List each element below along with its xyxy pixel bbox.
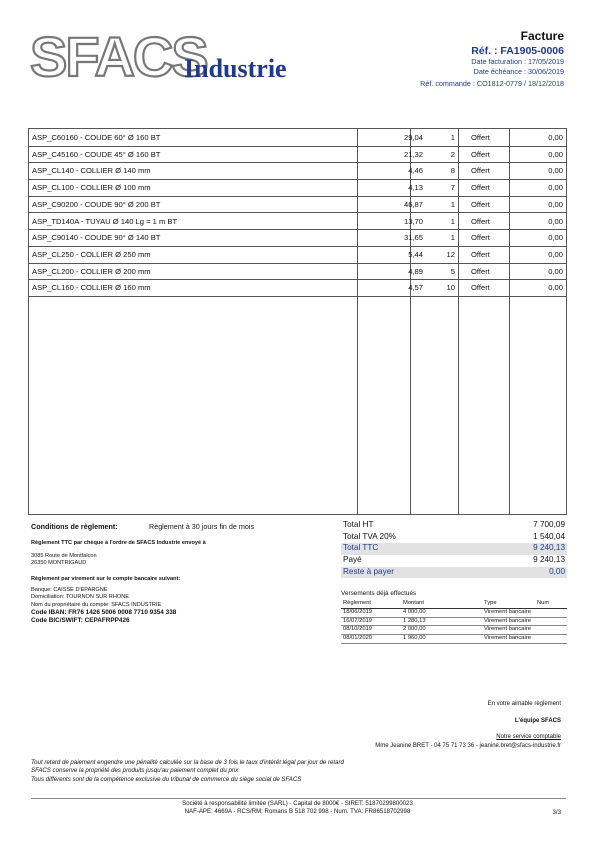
order-ref: Réf. commande : CO1812-0779 / 18/12/2018 [420,79,564,88]
item-total: 0,00 [548,216,563,226]
bank-block [31,576,180,625]
item-quantity: 1 [450,216,455,226]
header-cell: Num [537,600,550,606]
table-row [29,213,566,231]
item-unit-price: 4,46 [408,166,423,176]
payment-row [341,635,567,644]
total-ht-label: Total HT [343,520,374,529]
item-unit-price: 13,70 [403,216,423,226]
item-unit-price: 31,65 [403,233,423,243]
item-unit-price: 4,13 [408,183,423,193]
table-row [29,146,566,164]
table-row [29,246,566,264]
header-cell: Type [484,600,497,606]
item-total: 0,00 [548,133,563,142]
cheque-title: Règlement TTC par chèque à l'ordre de SFACS Industrie envoyé à [31,540,206,546]
payment-cell: Virement bancaire [484,635,531,642]
item-unit-price: 4,57 [408,283,423,293]
payment-cell: 4 000,00 [403,608,426,615]
item-discount: Offert [471,233,490,243]
reste-label: Reste à payer [343,566,394,576]
virement-title: Règlement par virement sur le compte bancaire suivant: [31,576,181,582]
payment-cell: 08/10/2019 [343,626,373,633]
item-discount: Offert [471,183,490,193]
total-ht-value: 7 700,09 [533,520,565,529]
table-row [29,179,566,197]
payment-row [341,618,567,627]
item-total: 0,00 [548,166,563,176]
item-description: ASP_CL200 - COLLIER Ø 200 mm [32,266,151,276]
item-quantity: 5 [450,266,455,276]
payment-cell: Virement bancaire [484,626,531,633]
logo-industrie-text: Industrie [184,54,287,83]
item-discount: Offert [471,199,490,209]
table-row [29,196,566,214]
item-discount: Offert [471,249,490,259]
address-line: 26350 MONTRIGAUD [31,560,87,567]
table-row [29,129,566,147]
paye-row [341,555,567,567]
legal-line: Tous différents sont de la compétence exclusive du tribunal de commerce du siège social de SFACS [31,775,302,783]
payments-header [341,600,567,609]
item-description: ASP_C45160 - COUDE 45° Ø 160 BT [32,149,161,159]
payment-cell: Virement bancaire [484,617,531,624]
company-logo [28,26,328,96]
item-quantity: 1 [450,133,455,142]
footer-line: Société à responsabilité limitée (SARL) - Capital de 8000€ - SIRET: 51870299800023 [182,800,413,807]
account-owner: Nom du propriétaire du compte: SFACS INDUSTRIE [31,601,162,608]
item-total: 0,00 [548,199,563,209]
item-unit-price: 46,87 [403,199,423,209]
item-total: 0,00 [548,183,563,193]
payment-conditions [31,522,254,531]
item-total: 0,00 [548,249,563,259]
legal-line: Tout retard de paiement engendre une pénalité calculée sur la base de 3 fois le taux d'intérêt légal par jour de retard [31,759,344,766]
total-ht-row [341,520,567,532]
item-unit-price: 21,32 [403,149,423,159]
due-date: Date échéance : 30/06/2019 [473,66,564,76]
team-name: L'équipe SFACS [514,718,561,724]
item-discount: Offert [471,133,490,142]
legal-line: SFACS conserve la propriété des produits jusqu'au paiement complet du prix [31,767,239,775]
total-ttc-label: Total TTC [343,543,379,553]
footer-line: NAF-APE: 4669A - RCS/RM: Romans B 518 702 998 - Num. TVA: FR86518702998 [184,808,411,816]
payment-cell: Virement bancaire [484,608,531,615]
item-quantity: 1 [450,199,455,209]
payment-row [341,626,567,635]
item-description: ASP_TD140A - TUYAU Ø 140 Lg = 1 m BT [32,216,178,226]
item-description: ASP_C90140 - COUDE 90° Ø 140 BT [32,233,161,243]
payment-cell: 18/06/2019 [343,608,373,615]
bic: Code BIC/SWIFT: CEPAFRPP426 [31,616,130,624]
item-discount: Offert [471,266,490,276]
item-quantity: 10 [446,283,455,293]
table-row [29,279,566,297]
payment-cell: 1 280,13 [403,617,426,624]
total-tva-value: 1 540,04 [533,531,565,541]
legal-notice [31,759,344,784]
item-total: 0,00 [548,283,563,293]
bank-domiciliation: Domiciliation: TOURNON SUR RHONE [31,594,130,601]
page-number: 3/3 [552,809,561,816]
item-discount: Offert [471,149,490,159]
payment-cell: 2 000,00 [403,626,426,633]
item-description: ASP_CL250 - COLLIER Ø 250 mm [32,249,151,259]
payments-table [341,590,567,644]
items-table [28,128,567,515]
item-quantity: 8 [450,166,455,176]
footer-divider [31,798,566,799]
item-total: 0,00 [548,233,563,243]
item-description: ASP_CL100 - COLLIER Ø 100 mm [32,183,151,193]
item-discount: Offert [471,283,490,293]
item-description: ASP_CL160 - COLLIER Ø 160 mm [32,283,151,293]
item-description: ASP_C90200 - COUDE 90° Ø 200 BT [32,199,161,209]
document-title: Facture [520,29,564,43]
reste-value: 0,00 [549,566,565,576]
contact-line: Mme Jeanine BRET - 04 75 71 73 36 - jeanine.bret@sfacs-industrie.fr [375,743,561,749]
conditions-label: Conditions de règlement: [31,522,118,531]
table-row [29,229,566,247]
service-name: Notre service comptable [496,734,561,740]
total-ttc-row [341,543,567,555]
reste-row [341,567,567,579]
logo-sfacs-text: SFACS [30,26,207,88]
total-ttc-value: 9 240,13 [533,543,565,553]
total-tva-label: Total TVA 20% [343,531,396,541]
invoice-header [420,29,564,88]
payment-cell: 1 960,00 [403,635,426,642]
invoice-ref: Réf. : FA1905-0006 [471,45,564,57]
invoice-date: Date facturation : 17/05/2019 [471,57,564,66]
address-line: 3085 Route de Montfalcon [31,552,97,559]
greeting: En votre aimable règlement [487,701,561,707]
item-unit-price: 5,44 [408,249,423,259]
item-quantity: 12 [446,249,455,259]
item-unit-price: 4,89 [408,266,423,276]
item-discount: Offert [471,166,490,176]
item-quantity: 2 [450,149,455,159]
item-description: ASP_C60160 - COUDE 60° Ø 160 BT [32,133,161,142]
payments-title: Versements déjà effectués [341,590,417,597]
table-row [29,162,566,180]
item-total: 0,00 [548,266,563,276]
paye-value: 9 240,13 [533,555,565,565]
bank-name: Banque: CAISSE D'EPARGNE [31,586,108,593]
table-row [29,263,566,281]
payment-cell: 16/07/2019 [343,617,373,624]
header-cell: Règlement [343,600,372,606]
total-tva-row [341,532,567,544]
item-discount: Offert [471,216,490,226]
iban: Code IBAN: FR76 1426 5006 0008 7710 9354 338 [31,609,177,617]
footer [0,800,595,817]
totals-box [341,520,567,578]
item-unit-price: 29,04 [403,133,423,142]
conditions-value: Règlement à 30 jours fin de mois [149,522,255,531]
item-quantity: 7 [450,183,455,193]
payment-row [341,609,567,618]
header-cell: Montant [403,600,424,606]
payment-cell: 08/01/2020 [343,635,373,642]
cheque-block [31,540,206,568]
item-quantity: 1 [450,233,455,243]
paye-label: Payé [343,555,362,565]
item-total: 0,00 [548,149,563,159]
item-description: ASP_CL140 - COLLIER Ø 140 mm [32,166,151,176]
